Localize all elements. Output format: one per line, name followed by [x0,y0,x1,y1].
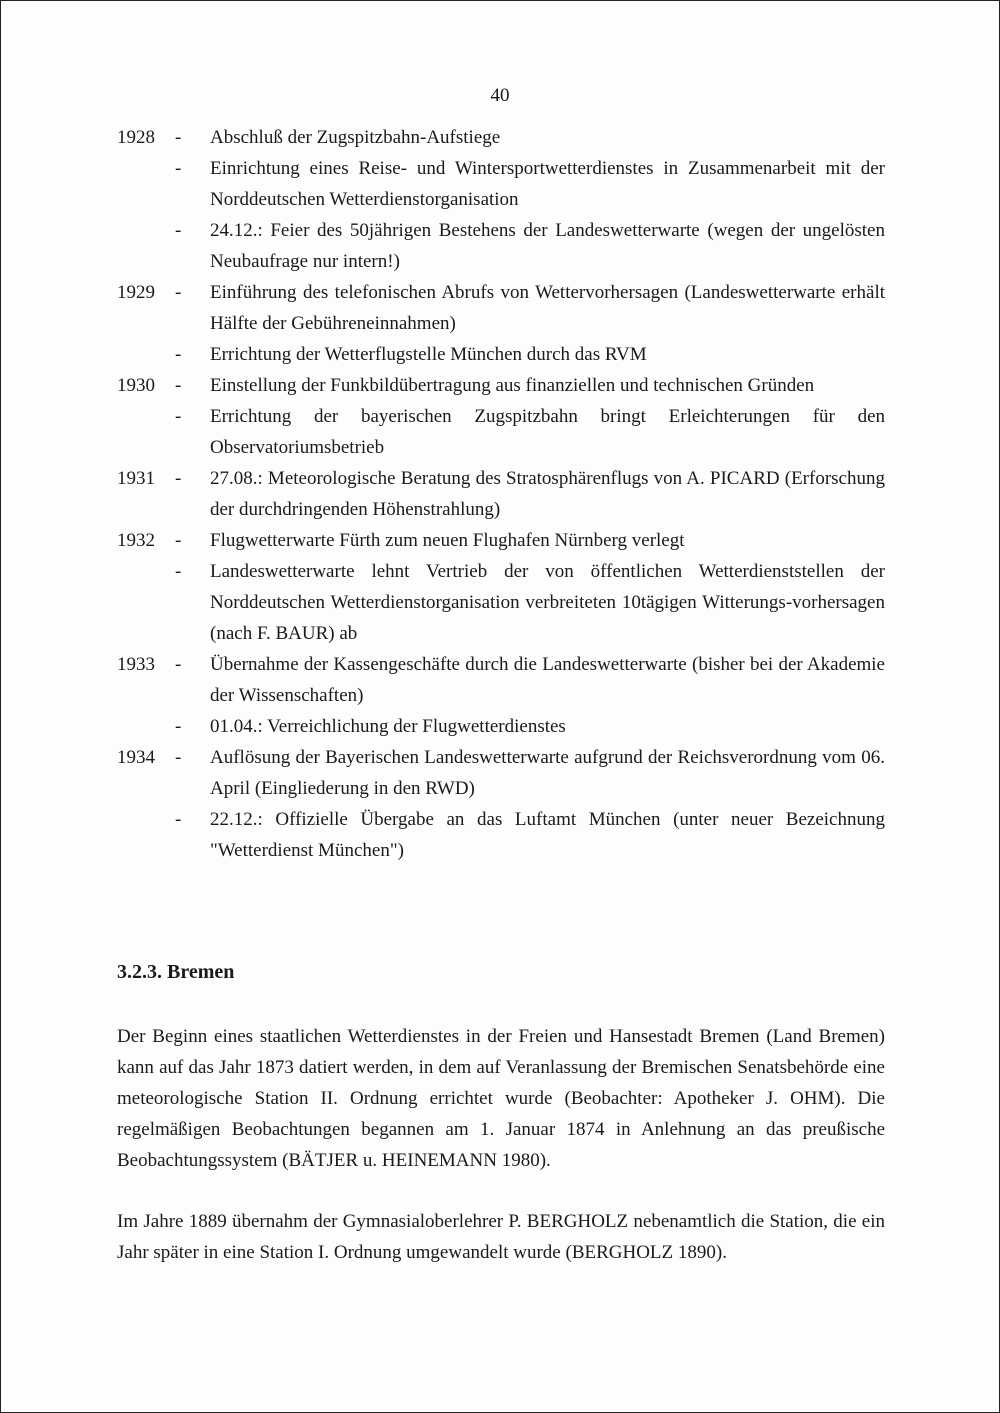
entry-item [117,122,885,153]
entry-text: Auflösung der Bayerischen Landeswetterwarte aufgrund der Reichsverordnung vom 06. April (Eingliederung in den RWD) [210,747,885,799]
paragraph: Im Jahre 1889 übernahm der Gymnasialoberlehrer P. BERGHOLZ nebenamtlich die Station, die ein Jahr später in eine Station I. Ordnung umgewandelt wurde (BERGHOLZ 1890). [117,1211,885,1263]
entry-item [117,711,885,742]
entry-text: Übernahme der Kassengeschäfte durch die Landeswetterwarte (bisher bei der Akademie der Wissenschaften) [210,654,885,706]
entry-text: 27.08.: Meteorologische Beratung des Stratosphärenflugs von A. PICARD (Erforschung der durchdringenden Höhenstrahlung) [210,468,885,520]
entry-text: Einstellung der Funkbildübertragung aus finanziellen und technischen Gründen [210,375,815,396]
entry-text: Abschluß der Zugspitzbahn-Aufstiege [210,127,501,148]
entry-text: Flugwetterwarte Fürth zum neuen Flughafen Nürnberg verlegt [210,530,685,551]
entry-item [117,804,885,866]
entry-year: 1932 [117,530,155,551]
dash-bullet: - [175,561,182,582]
paragraph: Der Beginn eines staatlichen Wetterdienstes in der Freien und Hansestadt Bremen (Land Bremen) kann auf das Jahr 1873 datiert werden, in dem auf Veranlassung der Bremischen Senatsbehörde eine meteorologische Station II. Ordnung errichtet wurde (Beobachter: Apotheker J. OHM). Die regelmäßigen Beobachtungen begannen am 1. Januar 1874 in Anlehnung an das preußische Beobachtungssystem (BÄTJER u. HEINEMANN 1980). [117,1026,885,1171]
dash-bullet: - [175,654,182,675]
entry-text: Landeswetterwarte lehnt Vertrieb der von öffentlichen Wetterdienststellen der Norddeutschen Wetterdienstorganisation verbreiteten 10tägigen Witterungs-vorhersagen (nach F. BAUR) ab [210,561,885,644]
dash-bullet: - [175,716,182,737]
dash-bullet: - [175,127,182,148]
entry-year: 1934 [117,747,155,768]
entry-text: 24.12.: Feier des 50jährigen Bestehens der Landeswetterwarte (wegen der ungelösten Neubaufrage nur intern!) [210,220,885,272]
chronology-entry [117,649,885,742]
chronology-entry [117,370,885,463]
entry-year: 1931 [117,468,155,489]
entry-item [117,463,885,525]
entry-item [117,153,885,215]
dash-bullet: - [175,158,182,179]
entry-item [117,277,885,339]
entry-item [117,339,885,370]
entry-text: Errichtung der bayerischen Zugspitzbahn bringt Erleichterungen für den Observatoriumsbetrieb [210,406,885,458]
chronology-entry [117,525,885,649]
section-heading: 3.2.3. Bremen [117,961,235,983]
entry-year: 1928 [117,127,155,148]
chronology-entry [117,277,885,370]
dash-bullet: - [175,468,182,489]
entry-year: 1929 [117,282,155,303]
page-number: 40 [490,85,510,106]
entry-item [117,742,885,804]
chronology-entry [117,122,885,277]
entry-text: 01.04.: Verreichlichung der Flugwetterdienstes [210,716,566,737]
dash-bullet: - [175,344,182,365]
entry-item [117,556,885,649]
entry-item [117,401,885,463]
chronology-entry [117,463,885,525]
entry-year: 1930 [117,375,155,396]
entry-text: Einführung des telefonischen Abrufs von Wettervorhersagen (Landeswetterwarte erhält Hälfte der Gebühreneinnahmen) [210,282,885,334]
entry-text: Einrichtung eines Reise- und Wintersportwetterdienstes in Zusammenarbeit mit der Norddeutschen Wetterdienstorganisation [210,158,885,210]
entry-text: 22.12.: Offizielle Übergabe an das Luftamt München (unter neuer Bezeichnung "Wetterdienst München") [210,809,885,861]
entry-item [117,649,885,711]
dash-bullet: - [175,220,182,241]
chronology-entry [117,742,885,866]
dash-bullet: - [175,282,182,303]
dash-bullet: - [175,375,182,396]
dash-bullet: - [175,530,182,551]
entry-year: 1933 [117,654,155,675]
entry-item [117,215,885,277]
chronology-list [117,122,885,866]
dash-bullet: - [175,406,182,427]
dash-bullet: - [175,809,182,830]
entry-item [117,370,885,401]
entry-item [117,525,885,556]
entry-text: Errichtung der Wetterflugstelle München durch das RVM [210,344,647,365]
dash-bullet: - [175,747,182,768]
